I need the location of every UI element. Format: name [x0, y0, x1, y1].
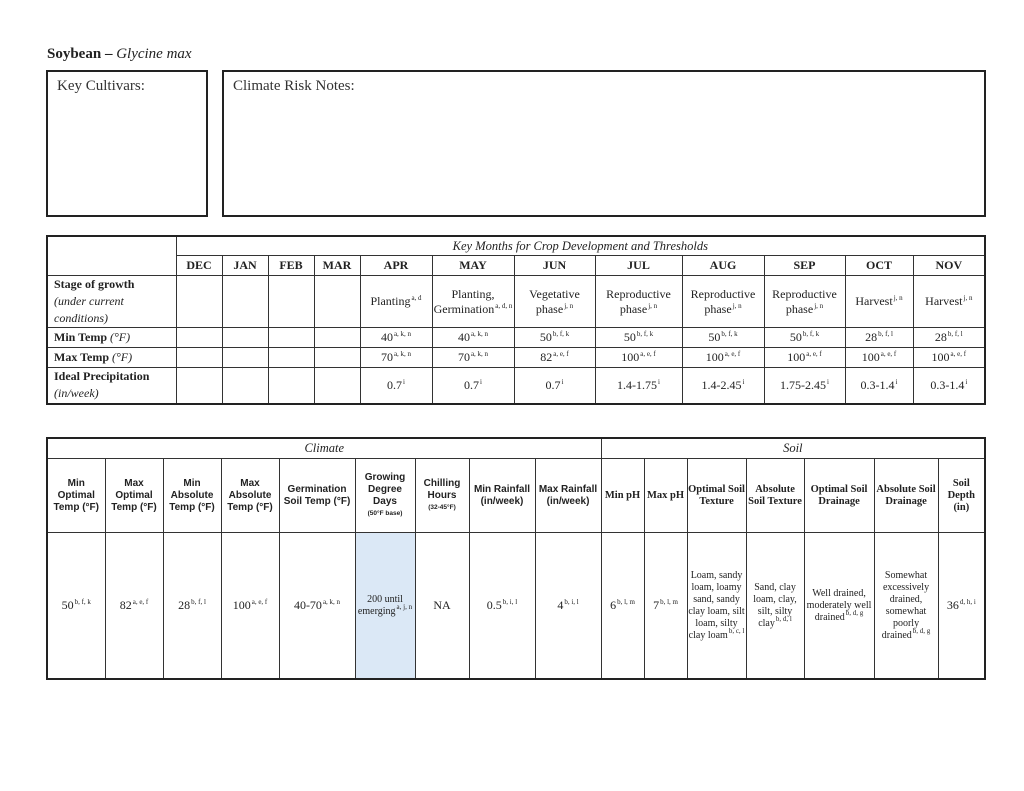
- value-min-rainfall-in-week: [469, 533, 535, 680]
- value-source-note: b, l, m: [617, 598, 635, 606]
- header-min-optimal-temp-f: [47, 459, 105, 533]
- max-temp-cell-dec: [176, 348, 222, 368]
- min-temp-cell-apr: [360, 328, 432, 348]
- header-label: Absolute Soil Texture: [748, 483, 802, 507]
- min-temp-cell-mar: [314, 328, 360, 348]
- header-min-absolute-temp-f: [163, 459, 221, 533]
- header-label: Max Optimal Temp (°F): [111, 477, 157, 513]
- precip-source-note: i: [965, 377, 968, 386]
- min-temp-source-note: b, f, k: [636, 330, 654, 338]
- precip-value: 1.75-2.45: [780, 377, 827, 392]
- value-text: 36: [946, 598, 959, 612]
- stage-value: Reproductive phase: [606, 286, 671, 316]
- max-temp-source-note: a, k, n: [393, 350, 412, 358]
- stage-label-cell: [47, 276, 176, 328]
- max-temp-label-cell: [47, 348, 176, 368]
- precip-cell-jan: [222, 368, 268, 404]
- min-temp-cell-nov: [913, 328, 985, 348]
- header-label: Optimal Soil Texture: [688, 483, 745, 507]
- precip-source-note: i: [561, 377, 564, 386]
- month-sep: SEP: [764, 256, 845, 276]
- value-text: 40-70: [293, 598, 322, 612]
- precip-source-note: i: [895, 377, 898, 386]
- min-temp-source-note: b, f, l: [878, 330, 893, 338]
- max-temp-source-note: a, k, n: [470, 350, 489, 358]
- value-text: NA: [433, 598, 451, 612]
- min-temp-source-note: a, k, n: [393, 330, 412, 338]
- value-source-note: a, e, f: [251, 598, 268, 606]
- min-temp-source-note: b, f, k: [802, 330, 820, 338]
- month-mar: MAR: [314, 256, 360, 276]
- header-chilling-hours: [415, 459, 469, 533]
- stage-cell-mar: [314, 276, 360, 328]
- min-temp-value: 50: [623, 330, 636, 344]
- value-text: 7: [653, 598, 660, 612]
- value-source-note: b, d, g: [845, 609, 864, 618]
- max-temp-value: 70: [457, 350, 470, 364]
- value-source-note: b, c, l: [728, 627, 745, 636]
- header-germination-soil-temp-f: [279, 459, 355, 533]
- min-temp-value: 28: [865, 330, 878, 344]
- header-max-optimal-temp-f: [105, 459, 163, 533]
- min-temp-cell-feb: [268, 328, 314, 348]
- min-temp-value: 50: [708, 330, 721, 344]
- max-temp-cell-aug: [682, 348, 764, 368]
- precip-cell-may: [432, 368, 514, 404]
- header-sublabel: (50°F base): [367, 509, 403, 517]
- max-temp-cell-apr: [360, 348, 432, 368]
- max-temp-value: 100: [705, 350, 724, 364]
- value-absolute-soil-drainage: [874, 533, 938, 680]
- min-temp-cell-jul: [595, 328, 682, 348]
- max-temp-source-note: a, e, f: [950, 350, 967, 358]
- stage-source-note: j, n: [963, 294, 973, 302]
- precip-cell-oct: [845, 368, 913, 404]
- precip-cell-nov: [913, 368, 985, 404]
- stage-value: Planting, Germination: [433, 286, 495, 316]
- month-dec: DEC: [176, 256, 222, 276]
- precip-label-cell: [47, 368, 176, 404]
- min-temp-source-note: b, f, k: [721, 330, 738, 338]
- max-temp-source-note: a, e, f: [640, 350, 656, 358]
- value-absolute-soil-texture: [746, 533, 804, 680]
- requirements-value-row: [47, 533, 985, 680]
- header-max-absolute-temp-f: [221, 459, 279, 533]
- thresholds-title: Key Months for Crop Development and Thresholds: [176, 236, 985, 256]
- precip-cell-jun: [514, 368, 595, 404]
- value-text: 28: [178, 598, 191, 612]
- min-temp-cell-oct: [845, 328, 913, 348]
- header-label: Growing Degree Days: [364, 471, 406, 507]
- max-temp-label: Max Temp: [54, 350, 110, 364]
- max-temp-value: 100: [931, 350, 950, 364]
- title-separator: –: [101, 46, 117, 62]
- min-temp-source-note: b, f, k: [552, 330, 570, 338]
- month-jul: JUL: [595, 256, 682, 276]
- max-temp-source-note: a, e, f: [806, 350, 822, 358]
- value-text: 50: [61, 598, 74, 612]
- header-label: Min Absolute Temp (°F): [169, 477, 215, 513]
- month-jan: JAN: [222, 256, 268, 276]
- precip-cell-feb: [268, 368, 314, 404]
- stage-cell-oct: [845, 276, 913, 328]
- month-feb: FEB: [268, 256, 314, 276]
- value-text: Loam, sandy loam, loamy sand, sandy clay loam, silt loam, silty clay loam: [688, 569, 745, 641]
- month-apr: APR: [360, 256, 432, 276]
- header-label: Min Optimal Temp (°F): [53, 477, 99, 513]
- precip-cell-apr: [360, 368, 432, 404]
- precip-value: 1.4-1.75: [617, 377, 658, 392]
- stage-value: Harvest: [925, 294, 963, 308]
- header-optimal-soil-drainage: [804, 459, 874, 533]
- header-label: Max Absolute Temp (°F): [227, 477, 273, 513]
- value-germination-soil-temp-f: [279, 533, 355, 680]
- value-text: Somewhat excessively drained, somewhat poorly drained: [881, 569, 930, 641]
- value-text: 200 until emerging: [357, 593, 403, 617]
- value-max-absolute-temp-f: [221, 533, 279, 680]
- stage-cell-apr: [360, 276, 432, 328]
- header-max-ph: [644, 459, 687, 533]
- month-may: MAY: [432, 256, 514, 276]
- precip-cell-aug: [682, 368, 764, 404]
- value-source-note: a, k, n: [322, 598, 341, 606]
- stage-cell-feb: [268, 276, 314, 328]
- header-growing-degree-days: [355, 459, 415, 533]
- requirements-header-row: [47, 459, 985, 533]
- precip-value: 0.3-1.4: [930, 377, 965, 392]
- page-title: [47, 46, 192, 63]
- max-temp-value: 100: [787, 350, 806, 364]
- min-temp-value: 50: [789, 330, 802, 344]
- header-optimal-soil-texture: [687, 459, 746, 533]
- thresholds-table: [46, 235, 986, 405]
- min-temp-cell-may: [432, 328, 514, 348]
- stage-sublabel: (under current conditions): [54, 294, 124, 325]
- min-temp-value: 28: [934, 330, 947, 344]
- climate-section-title: Climate: [47, 438, 601, 459]
- stage-value: Planting: [370, 294, 411, 308]
- precip-cell-dec: [176, 368, 222, 404]
- max-temp-unit: (°F): [112, 350, 133, 364]
- header-label: Max Rainfall (in/week): [538, 483, 598, 507]
- max-temp-source-note: a, e, f: [880, 350, 897, 358]
- min-temp-label-cell: [47, 328, 176, 348]
- value-source-note: b, d, l: [775, 615, 792, 624]
- stage-cell-sep: [764, 276, 845, 328]
- value-min-ph: [601, 533, 644, 680]
- max-temp-row: [47, 348, 985, 368]
- header-label: Chilling Hours: [423, 477, 461, 501]
- header-absolute-soil-texture: [746, 459, 804, 533]
- header-soil-depth-in: [938, 459, 985, 533]
- value-text: Well drained, moderately well drained: [806, 587, 872, 623]
- value-soil-depth-in: [938, 533, 985, 680]
- header-sublabel: (32-45°F): [428, 503, 456, 511]
- value-source-note: d, h, i: [959, 598, 976, 606]
- stage-cell-may: [432, 276, 514, 328]
- min-temp-cell-dec: [176, 328, 222, 348]
- stage-label: Stage of growth: [54, 277, 135, 291]
- value-text: 0.5: [486, 598, 502, 612]
- key-cultivars-label: Key Cultivars:: [57, 78, 145, 94]
- precip-value: 0.7: [464, 377, 480, 392]
- max-temp-cell-jan: [222, 348, 268, 368]
- min-temp-cell-aug: [682, 328, 764, 348]
- value-text: Sand, clay loam, clay, silt, silty clay: [753, 581, 797, 629]
- precip-value: 1.4-2.45: [701, 377, 742, 392]
- precip-value: 0.7: [545, 377, 561, 392]
- value-source-note: b, d, g: [912, 627, 931, 636]
- value-source-note: b, f, k: [74, 598, 91, 606]
- value-optimal-soil-drainage: [804, 533, 874, 680]
- value-text: 6: [610, 598, 617, 612]
- precip-value: 0.3-1.4: [860, 377, 895, 392]
- scientific-name: Glycine max: [116, 46, 192, 62]
- value-source-note: b, f, l: [191, 598, 206, 606]
- min-temp-source-note: a, k, n: [470, 330, 489, 338]
- value-text: 82: [119, 598, 132, 612]
- value-source-note: b, i, l: [502, 598, 518, 606]
- thresholds-corner-cell: [47, 236, 176, 276]
- key-cultivars-box: [46, 70, 208, 217]
- precip-cell-jul: [595, 368, 682, 404]
- stage-value: Harvest: [855, 294, 893, 308]
- header-min-ph: [601, 459, 644, 533]
- precip-source-note: i: [403, 377, 405, 386]
- max-temp-value: 100: [621, 350, 640, 364]
- precip-source-note: i: [827, 377, 829, 386]
- header-label: Min Rainfall (in/week): [473, 483, 531, 507]
- min-temp-cell-sep: [764, 328, 845, 348]
- max-temp-cell-may: [432, 348, 514, 368]
- value-source-note: a, j, n: [396, 603, 413, 612]
- value-chilling-hours: [415, 533, 469, 680]
- value-source-note: b, l, m: [660, 598, 678, 606]
- max-temp-cell-jun: [514, 348, 595, 368]
- stage-cell-jul: [595, 276, 682, 328]
- value-optimal-soil-texture: [687, 533, 746, 680]
- stage-cell-aug: [682, 276, 764, 328]
- stage-value: Reproductive phase: [690, 286, 756, 316]
- header-label: Soil Depth (in): [947, 477, 976, 513]
- max-temp-value: 70: [380, 350, 393, 364]
- min-temp-unit: (°F): [110, 330, 131, 344]
- max-temp-cell-feb: [268, 348, 314, 368]
- header-label: Absolute Soil Drainage: [876, 483, 936, 507]
- stage-value: Reproductive phase: [772, 286, 837, 316]
- stage-row: [47, 276, 985, 328]
- min-temp-cell-jun: [514, 328, 595, 348]
- precip-source-note: i: [480, 377, 482, 386]
- requirements-table: [46, 437, 986, 680]
- month-oct: OCT: [845, 256, 913, 276]
- max-temp-cell-sep: [764, 348, 845, 368]
- max-temp-cell-mar: [314, 348, 360, 368]
- value-min-absolute-temp-f: [163, 533, 221, 680]
- month-aug: AUG: [682, 256, 764, 276]
- climate-risk-notes-box: [222, 70, 986, 217]
- precipitation-row: [47, 368, 985, 404]
- header-max-rainfall-in-week: [535, 459, 601, 533]
- month-header-row: [47, 256, 985, 276]
- stage-cell-jun: [514, 276, 595, 328]
- min-temp-value: 50: [539, 330, 552, 344]
- value-max-ph: [644, 533, 687, 680]
- value-source-note: b, i, l: [564, 598, 579, 606]
- stage-source-note: a, d: [411, 294, 422, 302]
- precip-unit: (in/week): [54, 386, 99, 401]
- header-min-rainfall-in-week: [469, 459, 535, 533]
- climate-risk-notes-label: Climate Risk Notes:: [233, 78, 355, 94]
- value-text: 100: [232, 598, 251, 612]
- max-temp-cell-nov: [913, 348, 985, 368]
- stage-source-note: a, d, n: [495, 301, 513, 310]
- stage-source-note: j, n: [564, 301, 574, 310]
- max-temp-source-note: a, e, f: [553, 350, 569, 358]
- stage-source-note: j, n: [648, 301, 658, 310]
- header-label: Min pH: [604, 489, 641, 501]
- max-temp-value: 82: [540, 350, 553, 364]
- header-label: Optimal Soil Drainage: [810, 483, 868, 507]
- precip-source-note: i: [658, 377, 660, 386]
- stage-value: Vegetative phase: [529, 286, 580, 316]
- header-label: Germination Soil Temp (°F): [283, 483, 351, 507]
- min-temp-value: 40: [457, 330, 470, 344]
- min-temp-cell-jan: [222, 328, 268, 348]
- stage-cell-nov: [913, 276, 985, 328]
- precip-cell-sep: [764, 368, 845, 404]
- value-max-optimal-temp-f: [105, 533, 163, 680]
- stage-source-note: j, n: [732, 301, 742, 310]
- value-min-optimal-temp-f: [47, 533, 105, 680]
- max-temp-cell-oct: [845, 348, 913, 368]
- min-temp-label: Min Temp: [54, 330, 108, 344]
- month-jun: JUN: [514, 256, 595, 276]
- value-max-rainfall-in-week: [535, 533, 601, 680]
- max-temp-cell-jul: [595, 348, 682, 368]
- stage-source-note: j, n: [814, 301, 824, 310]
- min-temp-value: 40: [380, 330, 393, 344]
- header-label: Max pH: [647, 489, 685, 501]
- stage-source-note: j, n: [893, 294, 903, 302]
- precip-label: Ideal Precipitation: [54, 369, 150, 384]
- precip-cell-mar: [314, 368, 360, 404]
- value-text: 4: [557, 598, 564, 612]
- max-temp-source-note: a, e, f: [724, 350, 741, 358]
- header-absolute-soil-drainage: [874, 459, 938, 533]
- crop-name: Soybean: [47, 46, 102, 62]
- month-nov: NOV: [913, 256, 985, 276]
- min-temp-row: [47, 328, 985, 348]
- precip-value: 0.7: [387, 377, 403, 392]
- max-temp-value: 100: [861, 350, 880, 364]
- stage-cell-dec: [176, 276, 222, 328]
- soil-section-title: Soil: [601, 438, 985, 459]
- value-source-note: a, e, f: [132, 598, 149, 606]
- value-growing-degree-days: [355, 533, 415, 680]
- precip-source-note: i: [742, 377, 745, 386]
- stage-cell-jan: [222, 276, 268, 328]
- min-temp-source-note: b, f, l: [947, 330, 963, 338]
